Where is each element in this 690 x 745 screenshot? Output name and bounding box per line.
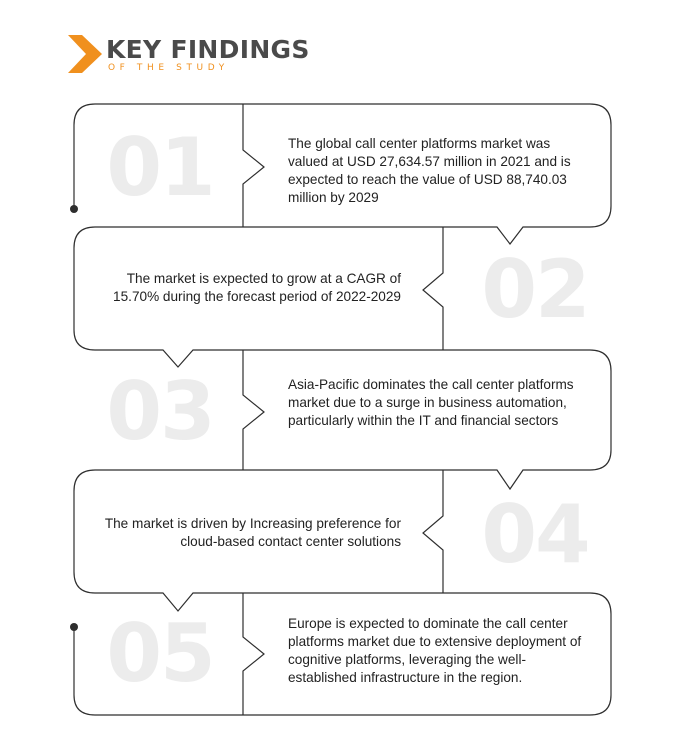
flow-end-dot (70, 623, 78, 631)
flow-start-dot (70, 205, 78, 213)
finding-number-2: 02 (481, 243, 589, 336)
finding-number-5: 05 (106, 607, 214, 700)
divider-1 (243, 104, 264, 227)
divider-5 (243, 593, 264, 715)
finding-number-4: 04 (481, 488, 589, 581)
finding-number-1: 01 (106, 121, 214, 214)
finding-text-2: The market is expected to grow at a CAGR of 15.70% during the forecast period of 2022-2029 (113, 271, 401, 304)
finding-text-4: The market is driven by Increasing preference for cloud-based contact center solutions (104, 516, 401, 549)
page-subtitle: OF THE STUDY (108, 63, 229, 73)
divider-2 (423, 227, 443, 350)
finding-text-3: Asia-Pacific dominates the call center platforms market due to a surge in business automation, particularly within the IT and financial sectors (288, 377, 574, 428)
finding-text-1: The global call center platforms market was valued at USD 27,634.57 million in 2021 and is expected to reach the value of USD 88,740.03 million by 2029 (288, 136, 571, 205)
page-title: KEY FINDINGS (106, 35, 310, 64)
finding-number-3: 03 (106, 365, 214, 458)
divider-4 (423, 470, 443, 593)
divider-3 (243, 350, 264, 470)
finding-text-5: Europe is expected to dominate the call center platforms market due to extensive deployment of cognitive platforms, leveraging the well-established infrastructure in the region. (288, 616, 582, 685)
